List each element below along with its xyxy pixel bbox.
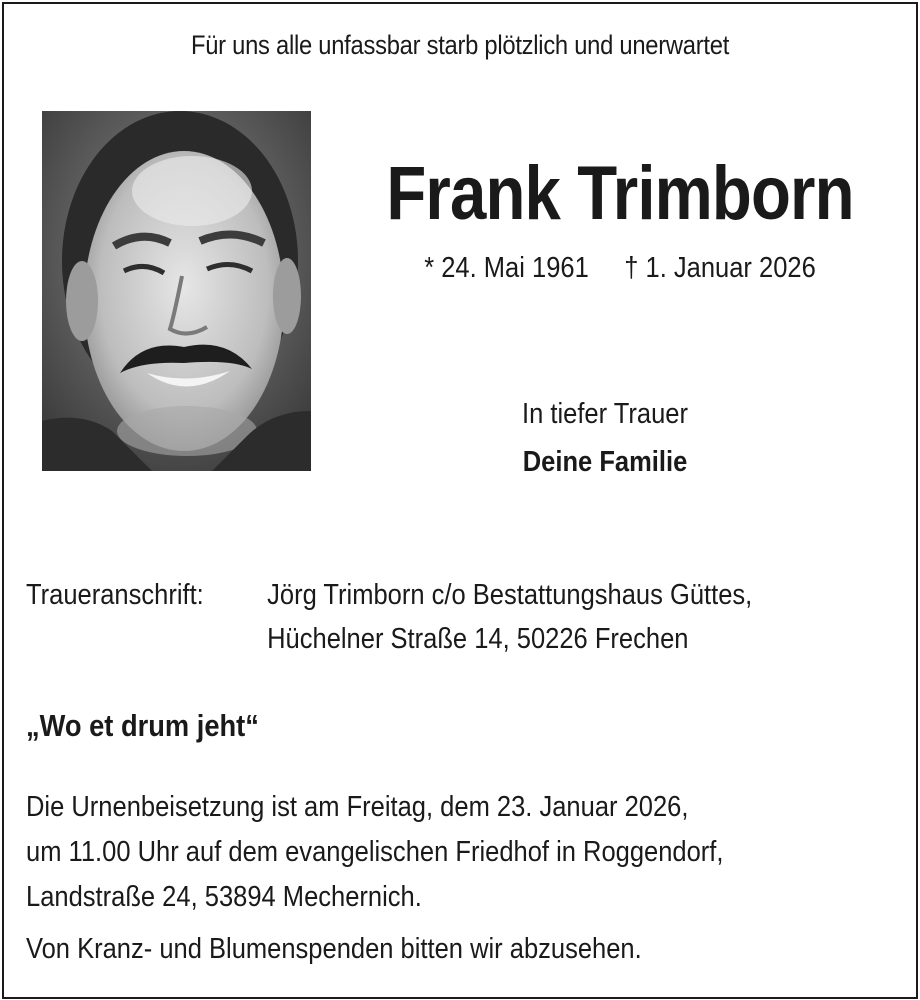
death-date: † 1. Januar 2026 [624,252,816,284]
mourning-address [26,573,800,661]
address-label: Traueranschrift: [26,579,204,611]
deceased-name: Frank Trimborn [386,151,854,236]
quote-line: „Wo et drum jeht“ [26,708,259,743]
address-line-2: Hüchelner Straße 14, 50226 Frechen [267,623,689,655]
birth-date: * 24. Mai 1961 [424,252,589,284]
ceremony-line: Die Urnenbeisetzung ist am Freitag, dem 23. Januar 2026, [26,791,689,823]
donations-note: Von Kranz- und Blumenspenden bitten wir abzusehen. [26,933,642,965]
address-line-1: Jörg Trimborn c/o Bestattungshaus Güttes, [267,579,753,611]
life-dates [356,252,884,285]
ceremony-line: Landstraße 24, 53894 Mechernich. [26,881,422,913]
ceremony-details [26,785,818,920]
intro-text: Für uns alle unfassbar starb plötzlich und unerwartet [190,30,730,60]
family-signature: Deine Familie [522,446,688,478]
ceremony-line: um 11.00 Uhr auf dem evangelischen Friedhof in Roggendorf, [26,836,724,868]
mourning-line: In tiefer Trauer [522,398,688,430]
address-indent [26,617,267,661]
portrait-photo [42,111,311,471]
